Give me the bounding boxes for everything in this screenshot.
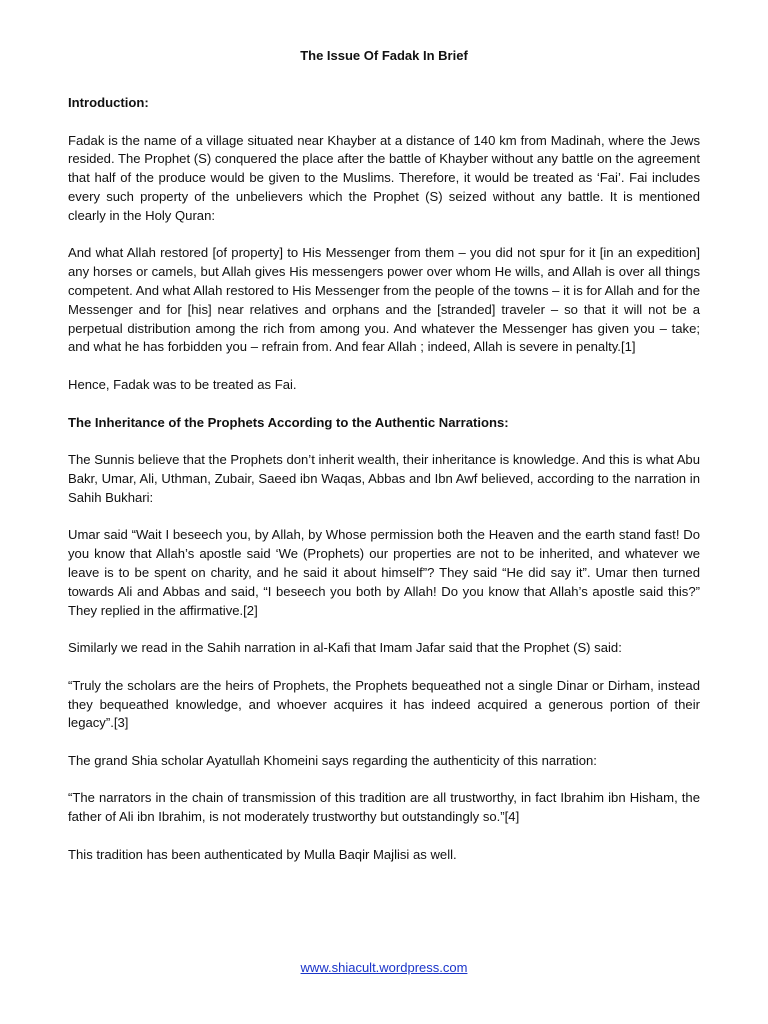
paragraph-scholars-heirs-quote: “Truly the scholars are the heirs of Prophets, the Prophets bequeathed not a single Dinar or Dirham, instead they bequeathed knowledge, and whoever acquires it has indeed acquired a generous portion of their legacy”.[3] <box>68 677 700 731</box>
paragraph-quran-quote: And what Allah restored [of property] to His Messenger from them – you did not spur for it [in an expedition] any horses or camels, but Allah gives His messengers power over whom He wills, and Allah is over all things competent. And what Allah restored to His Messenger from the people of the towns – it is for Allah and for the Messenger and for [his] near relatives and orphans and the [stranded] traveler – so that it will not be a perpetual distribution among the rich from among you. And whatever the Messenger has given you – take; and what he has forbidden you – refrain from. And fear Allah ; indeed, Allah is severe in penalty.[1] <box>68 245 700 355</box>
paragraph-khomeini-intro: The grand Shia scholar Ayatullah Khomeini says regarding the authenticity of this narration: <box>68 752 597 768</box>
section-heading-inheritance: The Inheritance of the Prophets According to the Authentic Narrations: <box>68 414 509 430</box>
paragraph-fadak-description: Fadak is the name of a village situated near Khayber at a distance of 140 km from Madinah, where the Jews resided. The Prophet (S) conquered the place after the battle of Khayber without any battle on the agreement that half of the produce would be given to the Muslims. Therefore, it would be treated as ‘Fai’. Fai includes every such property of the unbelievers which the Prophet (S) seized without any battle. It is mentioned clearly in the Holy Quran: <box>68 132 700 223</box>
paragraph-sunni-belief: The Sunnis believe that the Prophets don’t inherit wealth, their inheritance is knowledge. And this is what Abu Bakr, Umar, Ali, Uthman, Zubair, Saeed ibn Waqas, Abbas and Ibn Awf believed, according to the narration in Sahih Bukhari: <box>68 452 700 505</box>
paragraph-umar-narration: Umar said “Wait I beseech you, by Allah, by Whose permission both the Heaven and the earth stand fast! Do you know that Allah’s apostle said ‘We (Prophets) our properties are not to be inherited, and whatever we leave is to be spent on charity, and he said it about himself”? They said “He did say it”. Umar then turned towards Ali and Abbas and said, “I beseech you both by Allah! Do you know that Allah’s apostle said this?” They replied in the affirmative.[2] <box>68 527 700 618</box>
document-title: The Issue Of Fadak In Brief <box>300 48 468 63</box>
paragraph-narrators-quote: “The narrators in the chain of transmission of this tradition are all trustworthy, in fact Ibrahim ibn Hisham, the father of Ali ibn Ibrahim, is not moderately trustworthy but outstandingly so.”[4] <box>68 790 700 825</box>
paragraph-majlisi-authentication: This tradition has been authenticated by Mulla Baqir Majlisi as well. <box>68 846 457 862</box>
document-body <box>68 94 700 883</box>
section-heading-introduction: Introduction: <box>68 95 149 110</box>
footer-website-link[interactable]: www.shiacult.wordpress.com <box>300 960 468 975</box>
paragraph-al-kafi-intro: Similarly we read in the Sahih narration in al-Kafi that Imam Jafar said that the Prophet (S) said: <box>68 640 622 656</box>
page-footer <box>0 960 768 975</box>
paragraph-fadak-fai: Hence, Fadak was to be treated as Fai. <box>68 376 297 392</box>
